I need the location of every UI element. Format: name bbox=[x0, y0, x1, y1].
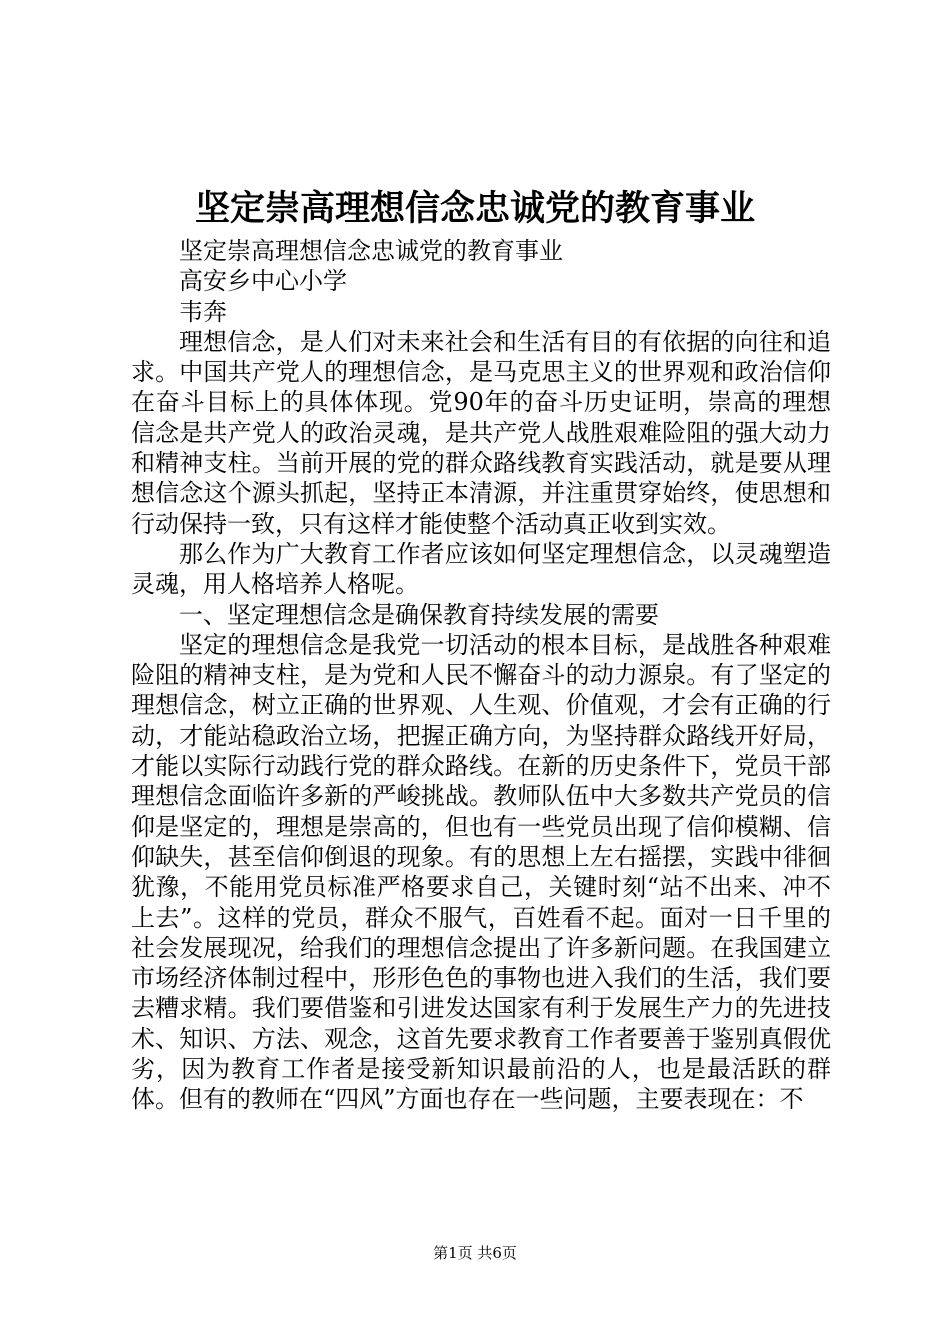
page-footer: 第1页 共6页 bbox=[433, 1244, 517, 1262]
paragraph: 那么作为广大教育工作者应该如何坚定理想信念，以灵魂塑造灵魂，用人格培养人格呢。 bbox=[131, 539, 831, 599]
document-title: 坚定崇高理想信念忠诚党的教育事业 bbox=[194, 188, 755, 229]
section-heading: 一、坚定理想信念是确保教育持续发展的需要 bbox=[179, 600, 659, 629]
document-body bbox=[131, 236, 831, 1115]
paragraph: 理想信念，是人们对未来社会和生活有目的有依据的向往和追求。中国共产党人的理想信念，是马克思主义的世界观和政治信仰在奋斗目标上的具体体现。党90年的奋斗历史证明，崇高的理想信念是共产党人的政治灵魂，是共产党人战胜艰难险阻的强大动力和精神支柱。当前开展的党的群众路线教育实践活动，就是要从理想信念这个源头抓起，坚持正本清源，并注重贯穿始终，使思想和行动保持一致，只有这样才能使整个活动真正收到实效。 bbox=[131, 327, 831, 538]
school-name-line: 高安乡中心小学 bbox=[179, 267, 347, 296]
subtitle-line: 坚定崇高理想信念忠诚党的教育事业 bbox=[179, 237, 563, 265]
author-line: 韦奔 bbox=[179, 297, 227, 326]
paragraph: 坚定的理想信念是我党一切活动的根本目标，是战胜各种艰难险阻的精神支柱，是为党和人民不懈奋斗的动力源泉。有了坚定的理想信念，树立正确的世界观、人生观、价值观，才会有正确的行动，才能站稳政治立场，把握正确方向，为坚持群众路线开好局，才能以实际行动践行党的群众路线。在新的历史条件下，党员干部理想信念面临许多新的严峻挑战。教师队伍中大多数共产党员的信仰是坚定的，理想是崇高的，但也有一些党员出现了信仰模糊、信仰缺失，甚至信仰倒退的现象。有的思想上左右摇摆，实践中徘徊犹豫，不能用党员标准严格要求自己，关键时刻“站不出来、冲不上去”。这样的党员，群众不服气，百姓看不起。面对一日千里的社会发展现况，给我们的理想信念提出了许多新问题。在我国建立市场经济体制过程中，形形色色的事物也进入我们的生活，我们要去糟求精。我们要借鉴和引进发达国家有利于发展生产力的先进技术、知识、方法、观念，这首先要求教育工作者要善于鉴别真假优劣，因为教育工作者是接受新知识最前沿的人，也是最活跃的群体。但有的教师在“四风”方面也存在一些问题，主要表现在：不 bbox=[131, 630, 831, 1114]
